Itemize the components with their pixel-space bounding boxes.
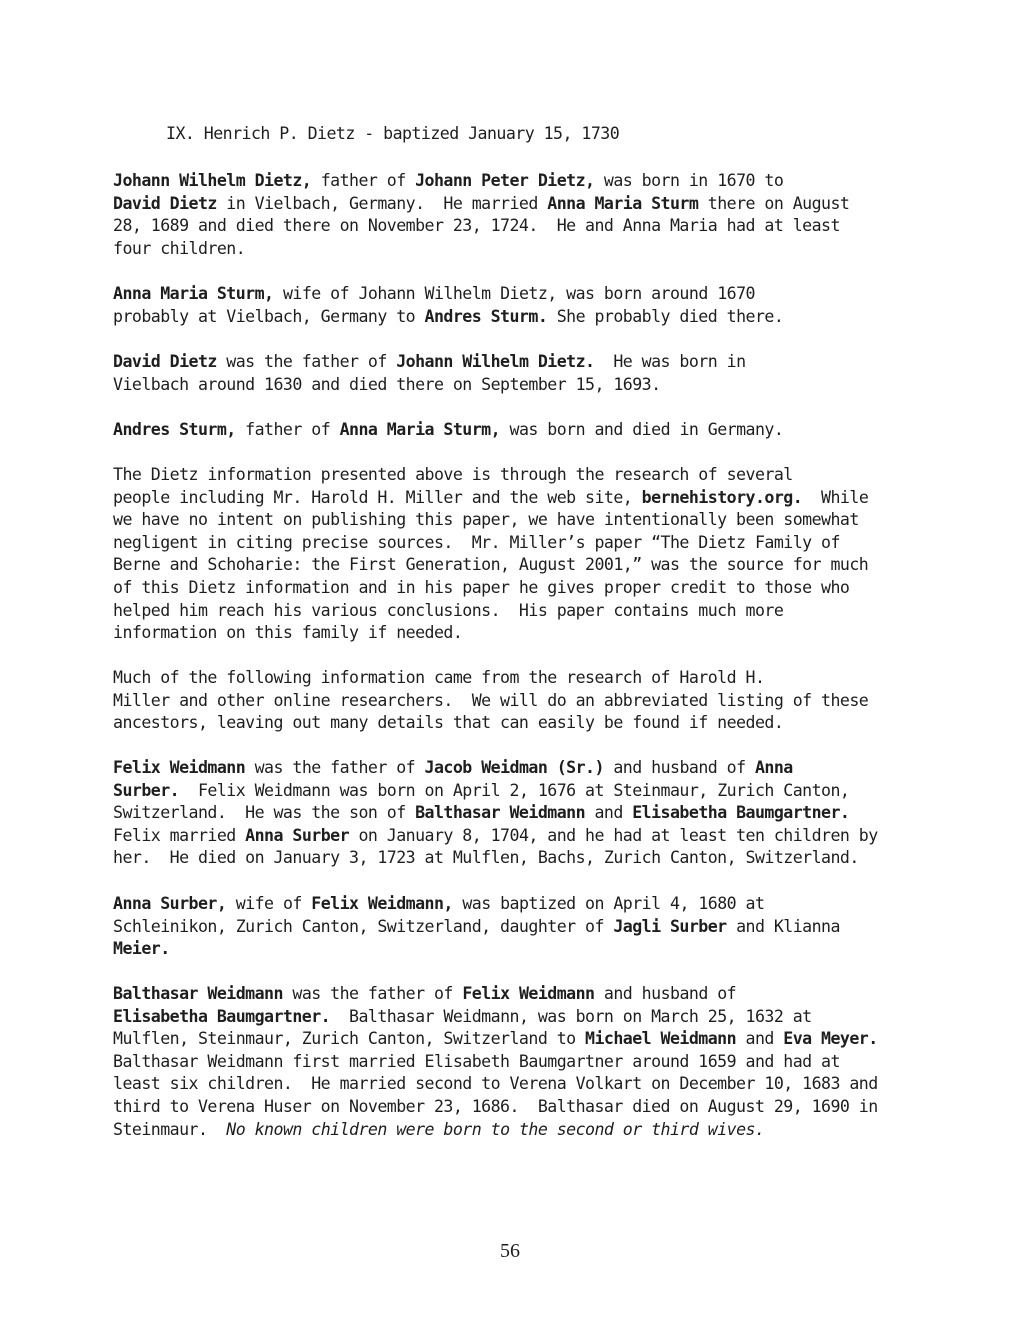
line: helped him reach his various conclusions. His paper contains much more bbox=[113, 600, 784, 620]
line: Anna Surber, wife of Felix Weidmann, was baptized on April 4, 1680 at bbox=[113, 894, 765, 913]
line: her. He died on January 3, 1723 at Mulflen, Bachs, Zurich Canton, Switzerland. bbox=[113, 848, 859, 868]
line: ancestors, leaving out many details that can easily be found if needed. bbox=[113, 713, 784, 733]
line: Switzerland. He was the son of Balthasar Weidmann and Elisabetha Baumgartner. bbox=[113, 803, 850, 823]
line: Schleinikon, Zurich Canton, Switzerland, daughter of Jagli Surber and Klianna bbox=[113, 916, 840, 936]
line: probably at Vielbach, Germany to Andres Sturm. She probably died there. bbox=[113, 306, 784, 326]
page-number: 56 bbox=[500, 1240, 520, 1262]
line: Felix married Anna Surber on January 8, 1704, and he had at least ten children by bbox=[113, 825, 878, 845]
line: Steinmaur. No known children were born to the second or third wives. bbox=[113, 1119, 765, 1139]
line: Johann Wilhelm Dietz, father of Johann Peter Dietz, was born in 1670 to bbox=[113, 171, 784, 190]
line: Miller and other online researchers. We will do an abbreviated listing of these bbox=[113, 690, 869, 710]
line: of this Dietz information and in his paper he gives proper credit to those who bbox=[113, 577, 850, 597]
line: Balthasar Weidmann was the father of Felix Weidmann and husband of bbox=[113, 984, 737, 1003]
line: Much of the following information came from the research of Harold H. bbox=[113, 668, 765, 687]
line: information on this family if needed. bbox=[113, 623, 463, 643]
line: we have no intent on publishing this paper, we have intentionally been somewhat bbox=[113, 510, 859, 530]
line: David Dietz in Vielbach, Germany. He married Anna Maria Sturm there on August bbox=[113, 193, 850, 213]
section-heading: IX. Henrich P. Dietz - baptized January 15, 1730 bbox=[166, 124, 620, 143]
line: Vielbach around 1630 and died there on September 15, 1693. bbox=[113, 374, 661, 394]
line: third to Verena Huser on November 23, 1686. Balthasar died on August 29, 1690 in bbox=[113, 1096, 878, 1116]
line: Surber. Felix Weidmann was born on April 2, 1676 at Steinmaur, Zurich Canton, bbox=[113, 780, 850, 800]
paragraph-johann-wilhelm bbox=[113, 170, 953, 260]
paragraph-sources bbox=[113, 464, 953, 645]
line: The Dietz information presented above is through the research of several bbox=[113, 465, 793, 484]
paragraph-anna-maria-sturm bbox=[113, 283, 953, 328]
line: negligent in citing precise sources. Mr. Miller’s paper “The Dietz Family of bbox=[113, 532, 840, 552]
line: Berne and Schoharie: the First Generation, August 2001,” was the source for much bbox=[113, 555, 869, 575]
line: Mulflen, Steinmaur, Zurich Canton, Switzerland to Michael Weidmann and Eva Meyer. bbox=[113, 1029, 878, 1049]
line: Anna Maria Sturm, wife of Johann Wilhelm Dietz, was born around 1670 bbox=[113, 284, 755, 303]
paragraph-andres-sturm bbox=[113, 419, 953, 442]
website-reference: bernehistory.org. bbox=[641, 487, 803, 507]
line: people including Mr. Harold H. Miller and the web site, bernehistory.org. While bbox=[113, 487, 869, 507]
line: least six children. He married second to Verena Volkart on December 10, 1683 and bbox=[113, 1074, 878, 1094]
paragraph-felix-weidmann bbox=[113, 757, 953, 870]
paragraph-balthasar-weidmann bbox=[113, 983, 953, 1141]
line: four children. bbox=[113, 238, 246, 258]
paragraph-research-note bbox=[113, 667, 953, 735]
paragraph-anna-surber bbox=[113, 893, 953, 961]
line: Felix Weidmann was the father of Jacob Weidman (Sr.) and husband of Anna bbox=[113, 758, 793, 777]
paragraph-david-dietz bbox=[113, 351, 953, 396]
line: Elisabetha Baumgartner. Balthasar Weidmann, was born on March 25, 1632 at bbox=[113, 1006, 812, 1026]
line: Balthasar Weidmann first married Elisabeth Baumgartner around 1659 and had at bbox=[113, 1051, 840, 1071]
line: 28, 1689 and died there on November 23, 1724. He and Anna Maria had at least bbox=[113, 216, 840, 236]
line: David Dietz was the father of Johann Wilhelm Dietz. He was born in bbox=[113, 352, 746, 371]
line: Meier. bbox=[113, 939, 170, 959]
line: Andres Sturm, father of Anna Maria Sturm, was born and died in Germany. bbox=[113, 420, 784, 439]
